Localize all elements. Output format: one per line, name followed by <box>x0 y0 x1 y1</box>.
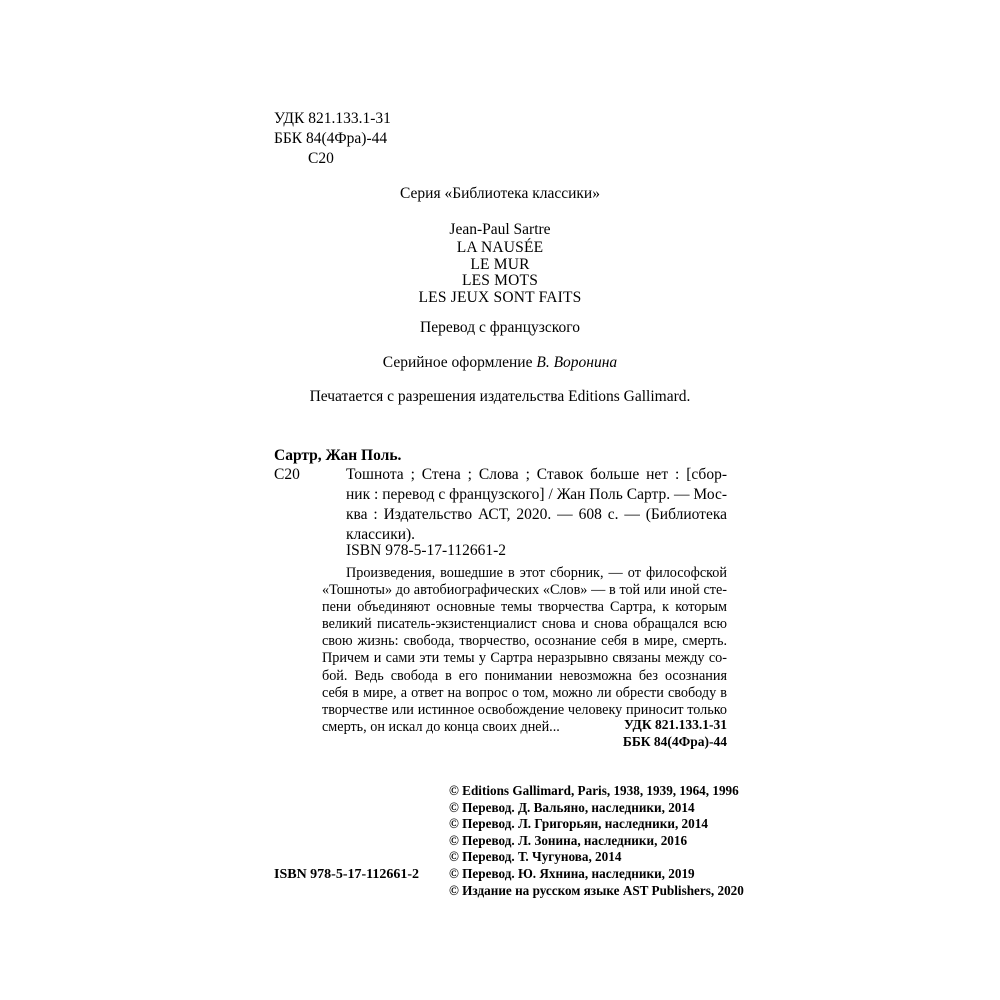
annotation-line: свою жизнь: свобода, творчество, осознание себя в мире, смерть. <box>322 633 727 650</box>
annotation-line: творчестве или истинное освобождение человеку приносит только <box>322 701 727 718</box>
copyright-line: © Перевод. Л. Зонина, наследники, 2016 <box>449 832 688 848</box>
udk-code: УДК 821.133.1-31 <box>274 110 391 127</box>
series-line: Серия «Библиотека классики» <box>400 185 600 202</box>
bib-line: Тошнота ; Стена ; Слова ; Ставок больше нет : [сбор- <box>346 466 727 483</box>
author-mark: С20 <box>308 150 334 167</box>
annotation-line: Причем и сами эти темы у Сартра неразрывно связаны между со- <box>322 650 727 667</box>
copyright-line: © Перевод. Л. Григорьян, наследники, 2014 <box>449 816 708 832</box>
annotation-udk: УДК 821.133.1-31 <box>624 717 727 732</box>
annotation-bbk: ББК 84(4Фра)-44 <box>622 734 727 749</box>
isbn-main: ISBN 978-5-17-112661-2 <box>274 867 420 882</box>
bib-line: ник : перевод с французского] / Жан Поль Сартр. — Мос- <box>346 486 727 503</box>
copyright-line: © Издание на русском языке AST Publishers, 2020 <box>449 882 744 898</box>
design-credit <box>0 353 1000 373</box>
copyright-line: © Editions Gallimard, Paris, 1938, 1939, 1964, 1996 <box>449 783 739 798</box>
original-title: LES MOTS <box>461 272 539 289</box>
annotation-line: себя в мире, а ответ на вопрос о том, можно ли обрести свободу в <box>322 684 727 701</box>
bib-heading: Сартр, Жан Поль. <box>274 447 402 464</box>
annotation-line: Произведения, вошедшие в этот сборник, — от философской <box>346 565 727 581</box>
bbk-code: ББК 84(4Фра)-44 <box>274 130 388 147</box>
original-title: LES JEUX SONT FAITS <box>418 288 582 306</box>
translation-note: Перевод с французского <box>420 319 580 336</box>
designer-name: В. Воронина <box>536 354 618 371</box>
original-title: LE MUR <box>470 255 530 273</box>
permission-note: Печатается с разрешения издательства Editions Gallimard. <box>309 388 691 405</box>
copyright-line: © Перевод. Ю. Яхнина, наследники, 2019 <box>449 865 695 881</box>
copyright-line: © Перевод. Д. Вальяно, наследники, 2014 <box>449 799 695 815</box>
copyright-block <box>449 783 744 899</box>
bib-line: ква : Издательство АСТ, 2020. — 608 с. — (Библиотека <box>346 506 727 523</box>
bib-description <box>346 465 727 545</box>
author-original: Jean-Paul Sartre <box>449 221 551 238</box>
annotation-codes <box>560 716 727 750</box>
bib-author-mark: С20 <box>274 466 300 483</box>
original-titles <box>0 240 1000 306</box>
original-title: LA NAUSÉE <box>456 239 544 256</box>
design-label: Серийное оформление <box>382 354 537 371</box>
annotation-line: бой. Ведь свобода в его понимании невозможна без осознания <box>322 667 727 684</box>
annotation-line: пени объединяют основные темы творчества Сартра, к которым <box>322 599 727 616</box>
annotation-line: «Тошноты» до автобиографических «Слов» — в той или иной сте- <box>322 582 727 599</box>
copyright-line: © Перевод. Т. Чугунова, 2014 <box>449 849 622 865</box>
bib-line: классики). <box>346 526 416 543</box>
annotation-line: смерть, он искал до конца своих дней... <box>322 718 560 735</box>
bib-isbn: ISBN 978-5-17-112661-2 <box>346 542 507 559</box>
annotation <box>322 565 727 736</box>
annotation-line: великий писатель-экзистенциалист снова и снова обращался всю <box>322 616 727 633</box>
